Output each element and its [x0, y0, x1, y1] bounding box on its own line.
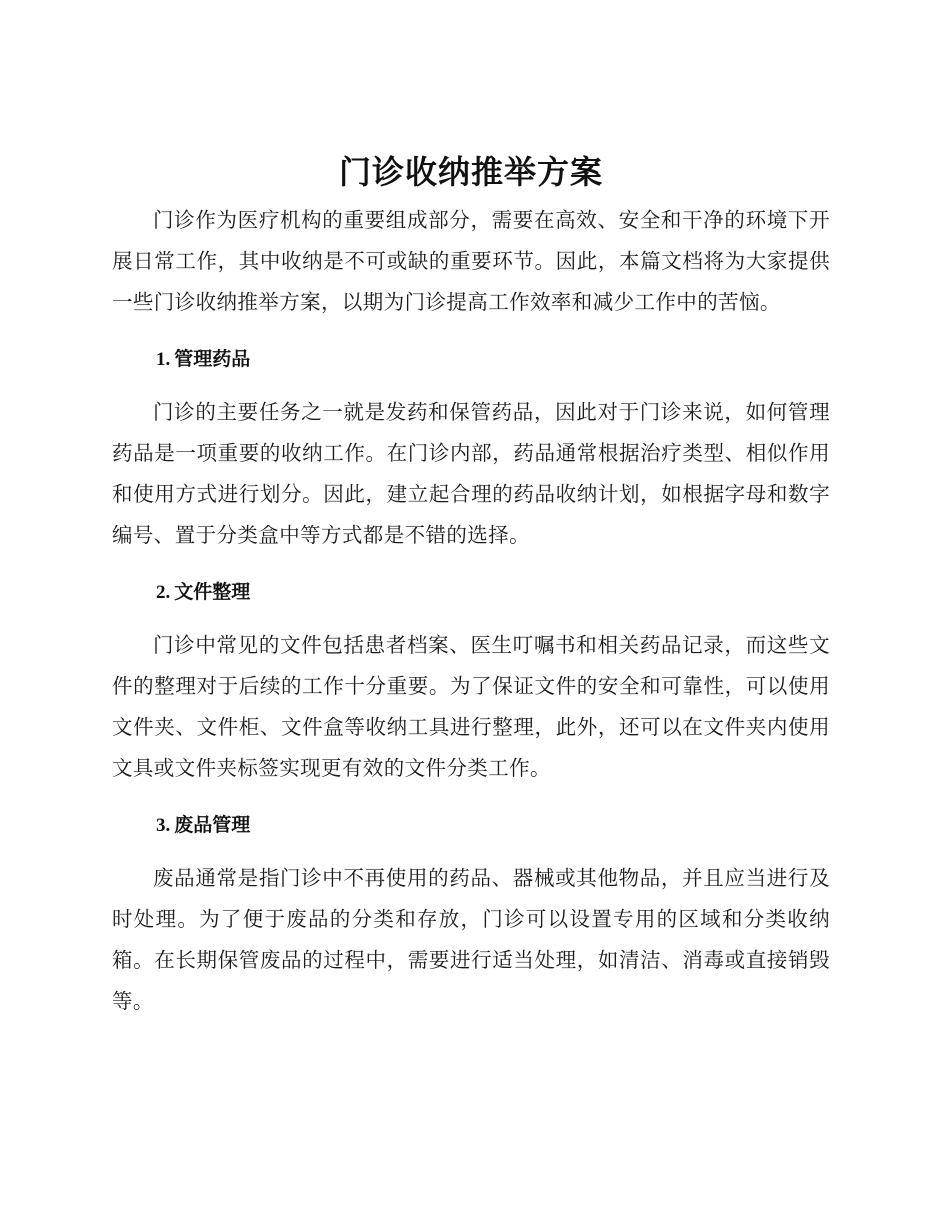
section-body-1: 门诊的主要任务之一就是发药和保管药品，因此对于门诊来说，如何管理药品是一项重要的收纳工作。在门诊内部，药品通常根据治疗类型、相似作用和使用方式进行划分。因此，建立起合理的药品收纳计划，如根据字母和数字编号、置于分类盒中等方式都是不错的选择。 [112, 400, 830, 547]
intro-paragraph: 门诊作为医疗机构的重要组成部分，需要在高效、安全和干净的环境下开展日常工作，其中收纳是不可或缺的重要环节。因此，本篇文档将为大家提供一些门诊收纳推举方案，以期为门诊提高工作效率和减少工作中的苦恼。 [112, 208, 830, 314]
section-number: 2. [156, 582, 171, 603]
section-title: 文件整理 [174, 581, 251, 603]
section-number: 3. [156, 815, 171, 836]
section-heading-3 [112, 805, 830, 846]
section-title: 废品管理 [174, 814, 251, 836]
section-title: 管理药品 [174, 348, 251, 370]
section-heading-2 [112, 572, 830, 613]
section-body-3: 废品通常是指门诊中不再使用的药品、器械或其他物品，并且应当进行及时处理。为了便于废品的分类和存放，门诊可以设置专用的区域和分类收纳箱。在长期保管废品的过程中，需要进行适当处理，如清洁、消毒或直接销毁等。 [112, 866, 830, 1013]
document-title: 门诊收纳推举方案 [338, 153, 603, 191]
section-body-2: 门诊中常见的文件包括患者档案、医生叮嘱书和相关药品记录，而这些文件的整理对于后续的工作十分重要。为了保证文件的安全和可靠性，可以使用文件夹、文件柜、文件盒等收纳工具进行整理，此外，还可以在文件夹内使用文具或文件夹标签实现更有效的文件分类工作。 [112, 633, 830, 780]
section-heading-1 [112, 339, 830, 380]
section-number: 1. [156, 349, 171, 370]
